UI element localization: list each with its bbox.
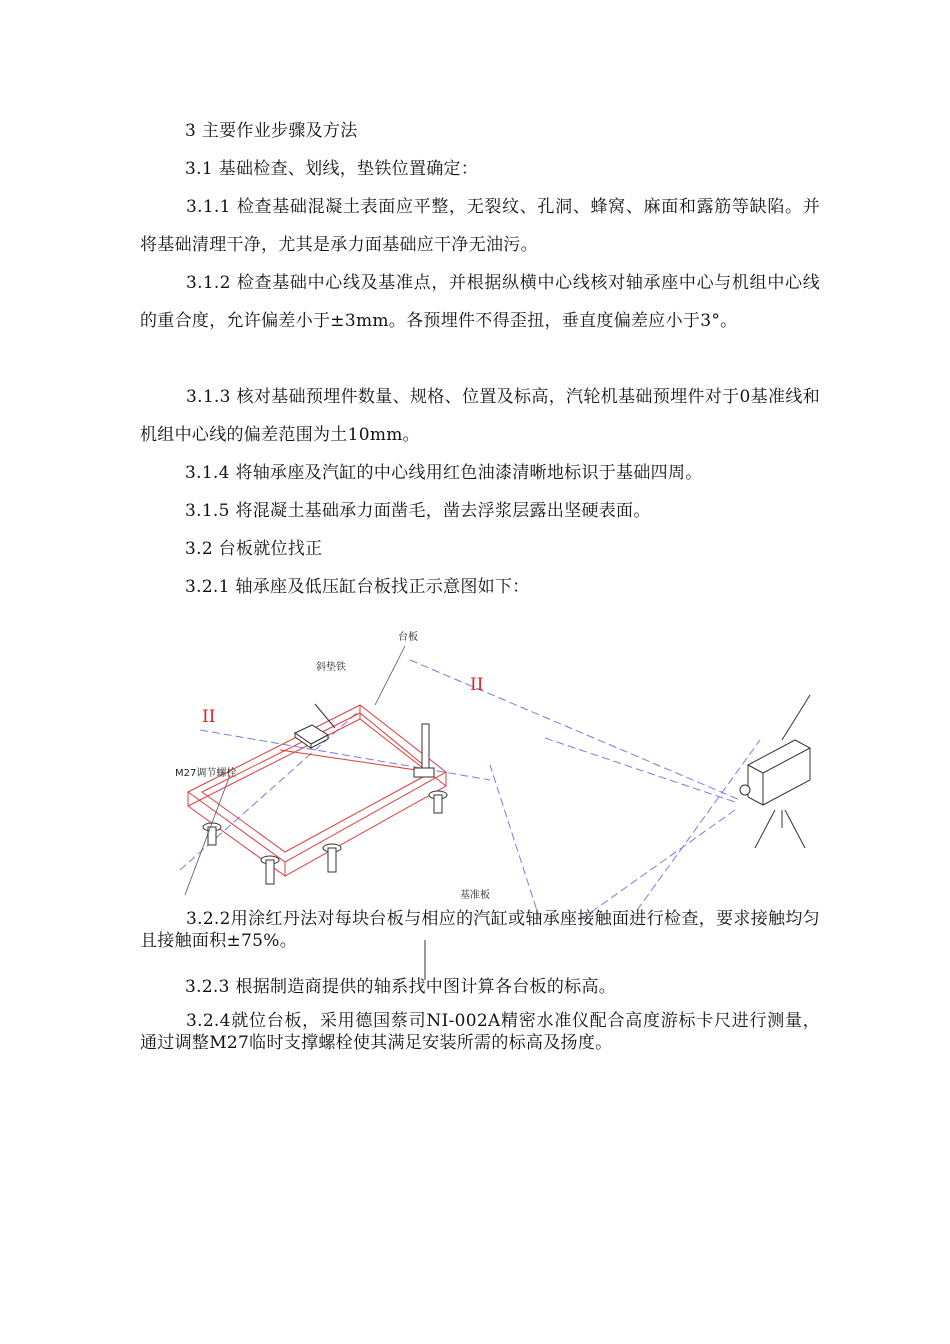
paragraph-3-1-3: 3.1.3 核对基础预埋件数量、规格、位置及标高，汽轮机基础预埋件对于0基准线和机组中心线的偏差范围为土10mm。 xyxy=(140,387,820,445)
label-wedge: 斜垫铁 xyxy=(316,662,346,673)
section-heading-3-2: 3.2 台板就位找正 xyxy=(185,539,323,559)
section-mark-right: II xyxy=(470,675,484,695)
paragraph-3-2-1: 3.2.1 轴承座及低压缸台板找正示意图如下： xyxy=(185,577,530,597)
paragraph-3-2-4: 3.2.4就位台板，采用德国蔡司NI-002A精密水准仪配合高度游标卡尺进行测量，通过调整M27临时支撑螺栓使其满足安装所需的标高及扬度。 xyxy=(140,1011,820,1053)
section-heading-3-1: 3.1 基础检查、划线，垫铁位置确定： xyxy=(185,159,479,179)
alignment-diagram-svg xyxy=(160,620,850,920)
paragraph-3-1-2: 3.1.2 检查基础中心线及基准点，并根据纵横中心线核对轴承座中心与机组中心线的重合度，允许偏差小于±3mm。各预埋件不得歪扭，垂直度偏差应小于3°。 xyxy=(140,273,820,331)
label-platform: 台板 xyxy=(398,632,418,643)
section-heading-3: 3 主要作业步骤及方法 xyxy=(185,121,358,141)
wedge-shim xyxy=(295,704,335,748)
paragraph-3-1-4: 3.1.4 将轴承座及汽缸的中心线用红色油漆清晰地标识于基础四周。 xyxy=(185,463,703,483)
paragraph-3-2-2: 3.2.2用涂红丹法对每块台板与相应的汽缸或轴承座接触面进行检查，要求接触均匀且接触面积±75%。 xyxy=(140,909,820,951)
alignment-diagram xyxy=(160,620,850,920)
paragraph-3-2-3: 3.2.3 根据制造商提供的轴系找中图计算各台板的标高。 xyxy=(185,977,617,997)
label-bolt: M27调节螺栓 xyxy=(175,768,237,779)
level-instrument xyxy=(740,695,810,848)
adjusting-bolts xyxy=(203,791,447,884)
label-base: 基准板 xyxy=(460,890,490,901)
paragraph-3-1-5: 3.1.5 将混凝土基础承力面凿毛，凿去浮浆层露出坚硬表面。 xyxy=(185,501,651,521)
section-mark-left: II xyxy=(202,707,216,727)
paragraph-3-1-1: 3.1.1 检查基础混凝土表面应平整，无裂纹、孔洞、蜂窝、麻面和露筋等缺陷。并将基础清理干净，尤其是承力面基础应干净无油污。 xyxy=(140,197,820,255)
